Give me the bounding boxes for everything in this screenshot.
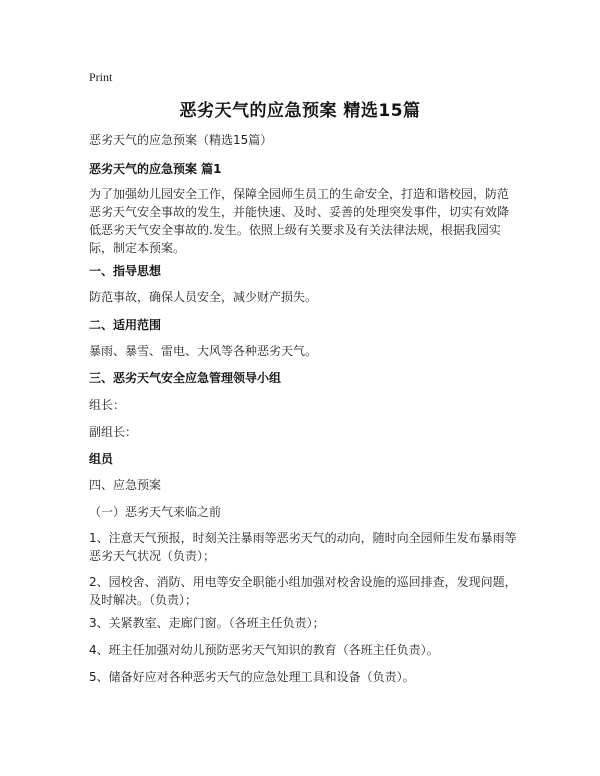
- subheading-before-weather: （一）恶劣天气来临之前: [89, 505, 222, 519]
- list-item-1: 1、注意天气预报，时刻关注暴雨等恶劣天气的动向，随时向全园师生发布暴雨等恶劣天气状况（负责）；: [89, 531, 517, 563]
- paragraph-scope: 暴雨、暴雪、雷电、大风等各种恶劣天气。: [89, 344, 318, 358]
- list-item-3: 3、关紧教室、走廊门窗。（各班主任负责）；: [89, 616, 325, 630]
- list-item-4: 4、班主任加强对幼儿预防恶劣天气知识的教育（各班主任负责）。: [89, 643, 439, 657]
- intro-paragraph: 为了加强幼儿园安全工作，保障全园师生员工的生命安全，打造和谐校园，防范恶劣天气安全事故的发生，并能快速、及时、妥善的处理突发事件，切实有效降低恶劣天气安全事故的.发生。依照上级有关要求及有关法律法规，根据我园实际，制定本预案。: [89, 187, 510, 255]
- heading-guiding-principle: 一、指导思想: [89, 264, 162, 278]
- heading-scope: 二、适用范围: [89, 318, 162, 332]
- leader-line: 组长：: [89, 398, 126, 412]
- document-title: 恶劣天气的应急预案 精选15篇: [179, 101, 421, 121]
- list-item-5: 5、储备好应对各种恶劣天气的应急处理工具和设备（负责）。: [89, 670, 415, 684]
- document-subtitle: 恶劣天气的应急预案（精选15篇）: [89, 133, 273, 147]
- section-title: 恶劣天气的应急预案 篇1: [89, 162, 222, 176]
- list-item-2: 2、园校舍、消防、用电等安全职能小组加强对校舍设施的巡回排查，发现问题，及时解决。（负责）；: [89, 575, 517, 607]
- members-heading: 组员: [89, 452, 114, 466]
- deputy-leader-line: 副组长：: [89, 425, 138, 439]
- print-link[interactable]: Print: [89, 70, 113, 84]
- heading-emergency-plan: 四、应急预案: [89, 478, 162, 492]
- paragraph-guiding-principle: 防范事故，确保人员安全，减少财产损失。: [89, 290, 318, 304]
- heading-leadership-group: 三、恶劣天气安全应急管理领导小组: [89, 371, 282, 385]
